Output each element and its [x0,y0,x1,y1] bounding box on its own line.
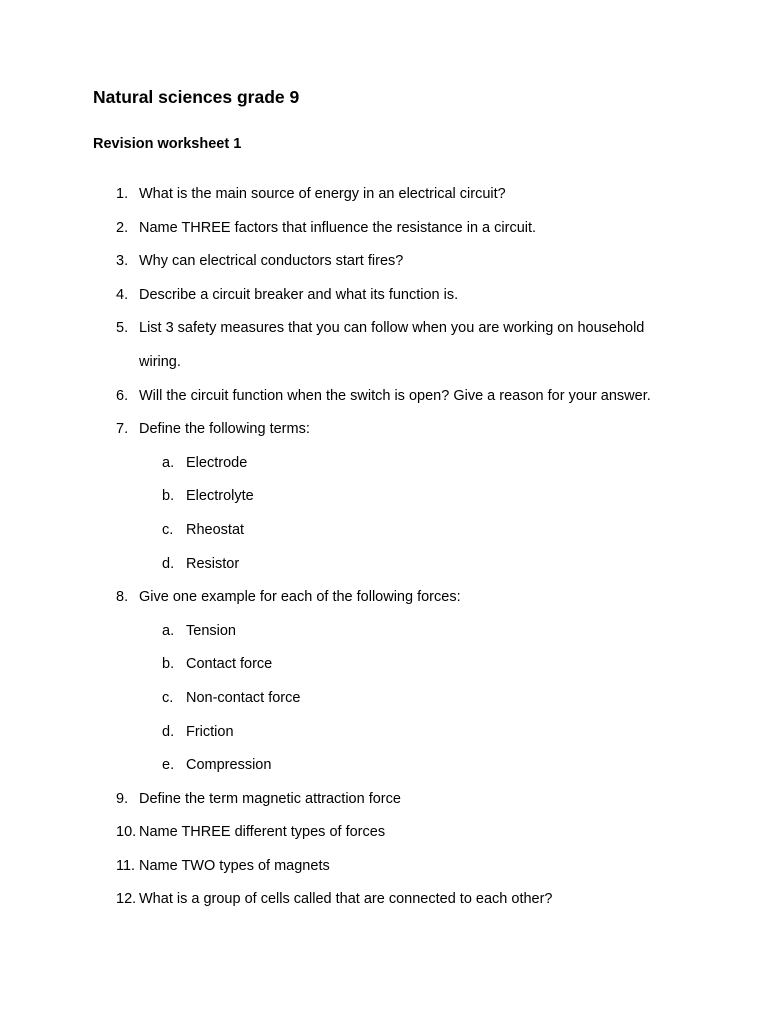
question-number: 10. [116,824,137,841]
sub-question-item [139,514,668,548]
question-number: 4. [116,286,129,303]
sub-question-text: Rheostat [186,521,245,538]
sub-question-list [139,447,668,581]
question-item [0,212,768,246]
question-item [0,178,768,212]
question-item [0,413,768,581]
question-text: What is a group of cells called that are connected to each other? [139,891,553,908]
question-number: 9. [116,790,129,807]
sub-question-text: Compression [186,757,272,774]
sub-question-letter: a. [162,454,175,471]
question-number: 8. [116,589,129,606]
sub-question-item [139,716,668,750]
question-text: Name THREE different types of forces [139,824,386,841]
question-text: Name THREE factors that influence the resistance in a circuit. [139,219,537,236]
question-list [0,178,768,917]
sub-question-letter: c. [162,689,174,706]
question-text: Name TWO types of magnets [139,857,330,874]
question-number: 12. [116,891,137,908]
sub-question-item [139,447,668,481]
sub-question-item [139,480,668,514]
sub-question-item [139,682,668,716]
question-text: Define the term magnetic attraction force [139,790,401,807]
question-number: 1. [116,186,129,202]
question-number: 11. [116,857,136,874]
question-item [0,380,768,414]
question-number: 3. [116,253,129,270]
page-title: Natural sciences grade 9 [93,87,300,107]
sub-question-text: Non-contact force [186,689,301,706]
sub-question-item [139,615,668,649]
question-text: Describe a circuit breaker and what its function is. [139,286,459,303]
sub-question-letter: a. [162,622,175,639]
sub-question-text: Contact force [186,656,273,673]
question-number: 7. [116,421,129,438]
question-text: What is the main source of energy in an electrical circuit? [139,186,506,202]
question-item [0,783,768,817]
question-item [0,816,768,850]
sub-question-text: Friction [186,723,234,740]
sub-question-item [139,648,668,682]
question-text: Will the circuit function when the switch is open? Give a reason for your answer. [139,387,651,404]
sub-question-item [139,749,668,783]
sub-question-letter: c. [162,521,174,538]
worksheet-subtitle: Revision worksheet 1 [93,136,242,152]
sub-question-letter: b. [162,656,175,673]
question-number: 5. [116,320,129,337]
question-text: Why can electrical conductors start fires? [139,253,404,270]
question-item [0,581,768,783]
sub-question-letter: b. [162,488,175,505]
sub-question-text: Tension [186,622,236,639]
sub-question-letter: d. [162,723,175,740]
sub-question-text: Electrode [186,454,248,471]
question-item [0,245,768,279]
question-item [0,279,768,313]
sub-question-item [139,548,668,582]
sub-question-letter: e. [162,757,175,774]
question-number: 2. [116,219,129,236]
question-text: Define the following terms: [139,421,310,438]
sub-question-list [139,615,668,783]
sub-question-letter: d. [162,555,175,572]
sub-question-text: Electrolyte [186,488,254,505]
question-item [0,312,768,379]
question-number: 6. [116,387,129,404]
question-item [0,883,768,917]
question-item [0,850,768,884]
question-text: Give one example for each of the following forces: [139,589,461,606]
question-text: List 3 safety measures that you can follow when you are working on household wiring. [139,320,645,370]
sub-question-text: Resistor [186,555,240,572]
